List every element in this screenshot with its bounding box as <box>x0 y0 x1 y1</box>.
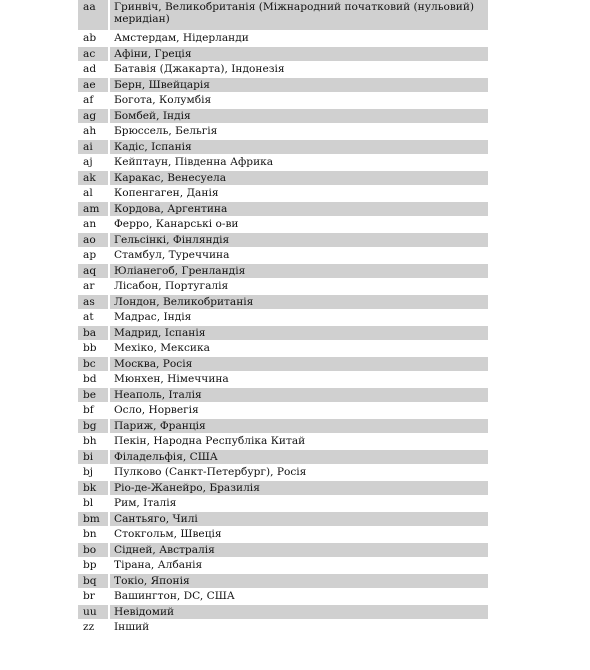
code-cell: al <box>78 186 110 202</box>
place-cell: Мадрид, Іспанія <box>110 326 488 342</box>
table-row <box>78 372 488 388</box>
code-cell: aq <box>78 264 110 280</box>
place-cell: Кордова, Аргентина <box>110 202 488 218</box>
table-row <box>78 543 488 559</box>
code-cell: ab <box>78 31 110 47</box>
place-cell: Кейптаун, Південна Африка <box>110 155 488 171</box>
code-cell: am <box>78 202 110 218</box>
table-row <box>78 155 488 171</box>
code-cell: at <box>78 310 110 326</box>
table-row <box>78 481 488 497</box>
table-row <box>78 171 488 187</box>
table-row <box>78 357 488 373</box>
place-cell: Стокгольм, Швеція <box>110 527 488 543</box>
table-row <box>78 465 488 481</box>
place-cell: Афіни, Греція <box>110 47 488 63</box>
code-cell: bj <box>78 465 110 481</box>
table-row <box>78 264 488 280</box>
place-cell: Невідомий <box>110 605 488 621</box>
table-row <box>78 496 488 512</box>
place-cell: Осло, Норвегія <box>110 403 488 419</box>
table-row <box>78 0 488 31</box>
place-cell: Брюссель, Бельгія <box>110 124 488 140</box>
table-row <box>78 403 488 419</box>
code-cell: bn <box>78 527 110 543</box>
code-cell: ad <box>78 62 110 78</box>
code-cell: bi <box>78 450 110 466</box>
place-cell: Стамбул, Туреччина <box>110 248 488 264</box>
table-row <box>78 202 488 218</box>
code-cell: as <box>78 295 110 311</box>
code-cell: bf <box>78 403 110 419</box>
place-cell: Інший <box>110 620 488 636</box>
code-cell: aj <box>78 155 110 171</box>
code-cell: ah <box>78 124 110 140</box>
code-cell: ap <box>78 248 110 264</box>
table-row <box>78 434 488 450</box>
place-cell: Берн, Швейцарія <box>110 78 488 94</box>
table-row <box>78 512 488 528</box>
table-row <box>78 93 488 109</box>
place-cell: Рим, Італія <box>110 496 488 512</box>
place-cell: Мадрас, Індія <box>110 310 488 326</box>
place-cell: Батавія (Джакарта), Індонезія <box>110 62 488 78</box>
table-row <box>78 62 488 78</box>
table-row <box>78 109 488 125</box>
place-cell: Бомбей, Індія <box>110 109 488 125</box>
table-row <box>78 47 488 63</box>
code-cell: br <box>78 589 110 605</box>
table-row <box>78 310 488 326</box>
code-cell: bd <box>78 372 110 388</box>
place-cell: Гельсінкі, Фінляндія <box>110 233 488 249</box>
code-cell: zz <box>78 620 110 636</box>
place-cell: Сідней, Австралія <box>110 543 488 559</box>
place-cell: Токіо, Японія <box>110 574 488 590</box>
table-row <box>78 248 488 264</box>
code-cell: ae <box>78 78 110 94</box>
code-cell: ar <box>78 279 110 295</box>
table-row <box>78 620 488 636</box>
table-row <box>78 326 488 342</box>
place-cell: Ріо-де-Жанейро, Бразилія <box>110 481 488 497</box>
table-row <box>78 388 488 404</box>
code-cell: bm <box>78 512 110 528</box>
table-row <box>78 233 488 249</box>
place-cell: Пулково (Санкт-Петербург), Росія <box>110 465 488 481</box>
place-cell: Богота, Колумбія <box>110 93 488 109</box>
table-row <box>78 558 488 574</box>
code-cell: bk <box>78 481 110 497</box>
table-row <box>78 279 488 295</box>
code-table <box>78 0 488 636</box>
place-cell: Філадельфія, США <box>110 450 488 466</box>
table-row <box>78 124 488 140</box>
place-cell: Москва, Росія <box>110 357 488 373</box>
place-cell: Лондон, Великобританія <box>110 295 488 311</box>
code-cell: ai <box>78 140 110 156</box>
code-cell: ag <box>78 109 110 125</box>
place-cell: Гринвіч, Великобританія (Міжнародний початковий (нульовий) меридіан) <box>110 0 488 31</box>
code-cell: ao <box>78 233 110 249</box>
code-cell: ak <box>78 171 110 187</box>
table-row <box>78 78 488 94</box>
table-row <box>78 186 488 202</box>
place-cell: Мюнхен, Німеччина <box>110 372 488 388</box>
code-cell: ac <box>78 47 110 63</box>
table-row <box>78 605 488 621</box>
code-cell: uu <box>78 605 110 621</box>
place-cell: Вашингтон, DC, США <box>110 589 488 605</box>
table-row <box>78 341 488 357</box>
code-cell: an <box>78 217 110 233</box>
code-cell: bq <box>78 574 110 590</box>
table-row <box>78 295 488 311</box>
code-cell: bg <box>78 419 110 435</box>
place-cell: Париж, Франція <box>110 419 488 435</box>
code-table-body <box>78 0 488 636</box>
table-row <box>78 217 488 233</box>
code-cell: bp <box>78 558 110 574</box>
table-row <box>78 419 488 435</box>
place-cell: Кадіс, Іспанія <box>110 140 488 156</box>
code-cell: ba <box>78 326 110 342</box>
place-cell: Мехіко, Мексика <box>110 341 488 357</box>
code-cell: aa <box>78 0 110 31</box>
table-row <box>78 140 488 156</box>
place-cell: Амстердам, Нідерланди <box>110 31 488 47</box>
table-row <box>78 450 488 466</box>
code-cell: bh <box>78 434 110 450</box>
place-cell: Неаполь, Італія <box>110 388 488 404</box>
table-row <box>78 31 488 47</box>
code-cell: be <box>78 388 110 404</box>
place-cell: Тірана, Албанія <box>110 558 488 574</box>
table-row <box>78 589 488 605</box>
place-cell: Пекін, Народна Республіка Китай <box>110 434 488 450</box>
place-cell: Юліанегоб, Гренландія <box>110 264 488 280</box>
place-cell: Лісабон, Португалія <box>110 279 488 295</box>
code-cell: bc <box>78 357 110 373</box>
table-row <box>78 574 488 590</box>
code-cell: bo <box>78 543 110 559</box>
place-cell: Каракас, Венесуела <box>110 171 488 187</box>
code-cell: bb <box>78 341 110 357</box>
table-row <box>78 527 488 543</box>
place-cell: Сантьяго, Чилі <box>110 512 488 528</box>
place-cell: Копенгаген, Данія <box>110 186 488 202</box>
place-cell: Ферро, Канарські о-ви <box>110 217 488 233</box>
code-cell: bl <box>78 496 110 512</box>
code-cell: af <box>78 93 110 109</box>
